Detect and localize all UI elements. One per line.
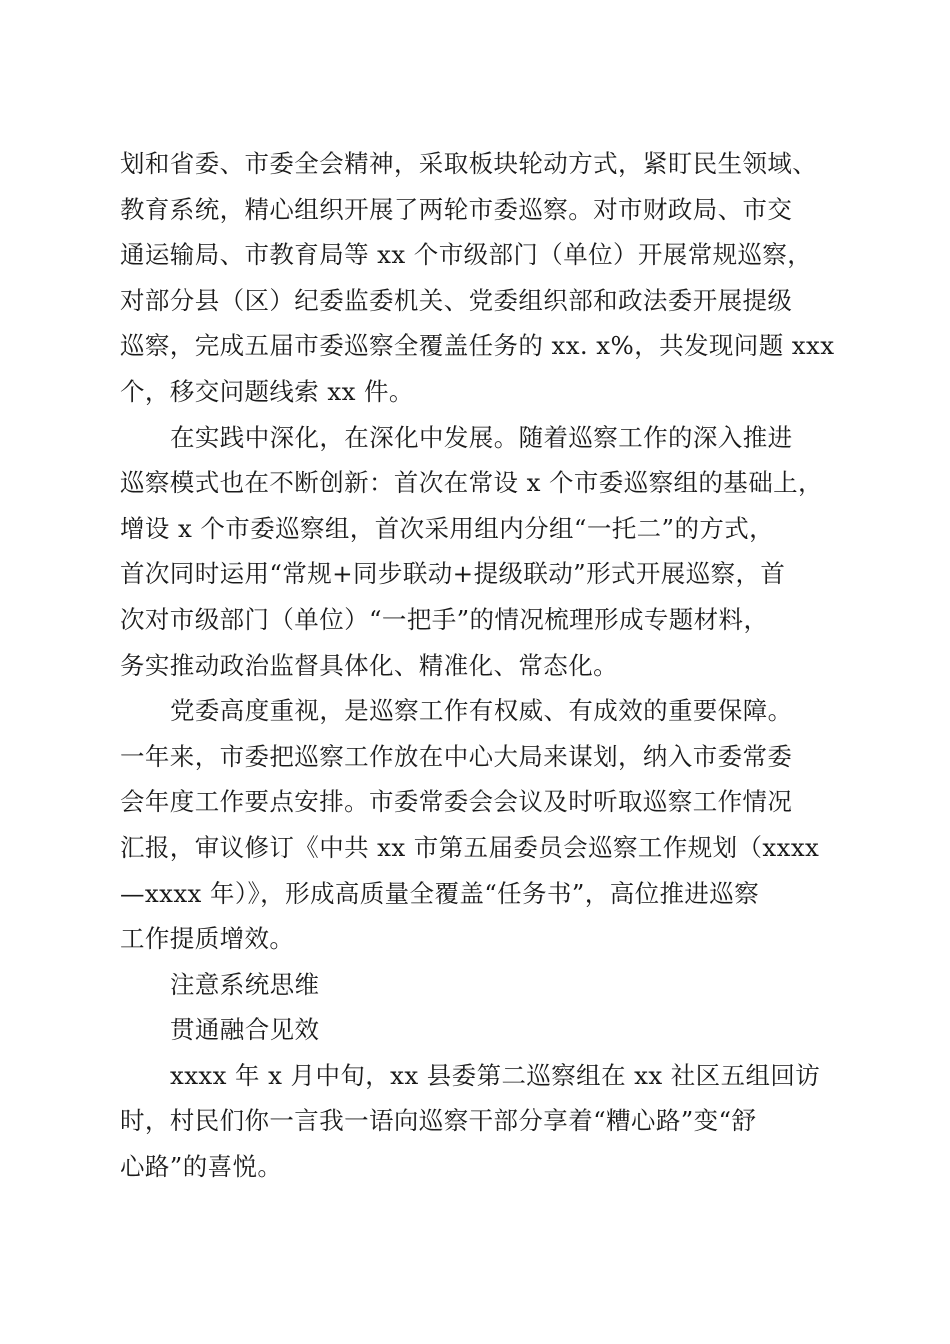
- text-line: 通运输局、市教育局等 xx 个市级部门（单位）开展常规巡察，: [120, 240, 813, 270]
- text-line: 会年度工作要点安排。市委常委会会议及时听取巡察工作情况: [120, 787, 793, 817]
- text-line: 一年来，市委把巡察工作放在中心大局来谋划，纳入市委常委: [120, 741, 793, 771]
- text-line: 划和省委、市委全会精神，采取板块轮动方式，紧盯民生领域、: [120, 149, 818, 178]
- text-line: 务实推动政治监督具体化、精准化、常态化。: [120, 650, 618, 680]
- paragraph-start-line: xxxx 年 x 月中旬，xx 县委第二巡察组在 xx 社区五组回访: [170, 1060, 821, 1090]
- text-line: 次对市级部门（单位）“一把手”的情况梳理形成专题材料，: [120, 604, 769, 634]
- text-line: 教育系统，精心组织开展了两轮市委巡察。对市财政局、市交: [120, 194, 793, 224]
- text-line: 巡察模式也在不断创新：首次在常设 x 个市委巡察组的基础上，: [120, 468, 823, 498]
- text-line: 汇报，审议修订《中共 xx 市第五届委员会巡察工作规划（xxxx: [120, 832, 820, 862]
- text-line: 个，移交问题线索 xx 件。: [120, 376, 414, 406]
- text-line: 时，村民们你一言我一语向巡察干部分享着“糟心路”变“舒: [120, 1106, 757, 1136]
- text-line: 心路”的喜悦。: [120, 1152, 283, 1182]
- text-line: 对部分县（区）纪委监委机关、党委组织部和政法委开展提级: [120, 285, 793, 315]
- text-line: 工作提质增效。: [120, 924, 295, 954]
- text-line: 增设 x 个市委巡察组，首次采用组内分组“一托二”的方式，: [120, 513, 775, 543]
- paragraph-start-line: 党委高度重视，是巡察工作有权威、有成效的重要保障。: [170, 696, 793, 726]
- section-heading: 注意系统思维: [170, 969, 320, 999]
- text-line: 首次同时运用“常规+同步联动+提级联动”形式开展巡察，首: [120, 559, 786, 589]
- text-line: —xxxx 年）》，形成高质量全覆盖“任务书”，高位推进巡察: [120, 878, 760, 908]
- paragraph-start-line: 在实践中深化，在深化中发展。随着巡察工作的深入推进: [170, 422, 793, 452]
- text-line: 巡察，完成五届市委巡察全覆盖任务的 xx. x%，共发现问题 xxx: [120, 331, 835, 361]
- body-text: [120, 141, 835, 1190]
- section-heading: 贯通融合见效: [170, 1015, 320, 1045]
